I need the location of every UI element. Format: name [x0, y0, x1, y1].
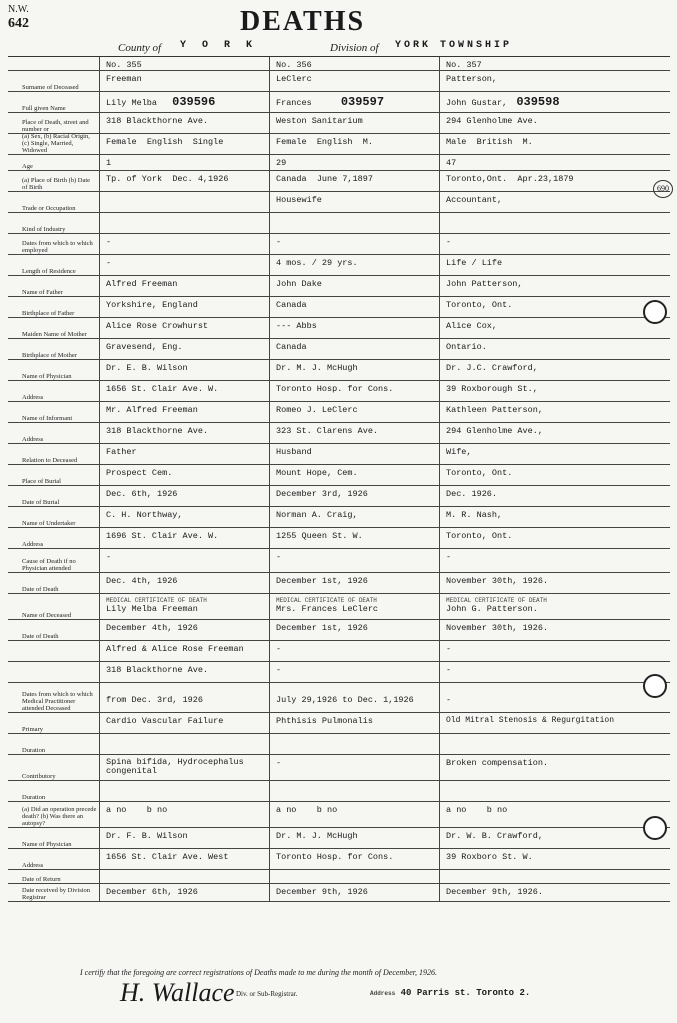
given-name-row	[8, 92, 670, 113]
field-label: Duration	[8, 781, 100, 801]
relation-row: Relation to Deceased Father Husband Wife,	[8, 444, 670, 465]
med-cert-heading: MEDICAL CERTIFICATE OF DEATH	[276, 597, 377, 604]
county-value: Y O R K	[180, 40, 258, 51]
field-label: Surname of Deceased	[8, 71, 100, 91]
birth-value: Tp. of York Dec. 4,1926	[100, 171, 270, 191]
mother-row: Maiden Name of Mother Alice Rose Crowhurst --- Abbs Alice Cox,	[8, 318, 670, 339]
field-label: Name of Deceased	[8, 594, 100, 619]
contributory-row: Contributory Spina bifida, Hydrocephalus congenital - Broken compensation.	[8, 755, 670, 781]
sex-row	[8, 134, 670, 155]
med-date-row: Date of Death December 4th, 1926 December 1st, 1926 November 30th, 1926.	[8, 620, 670, 641]
birth-value: Canada June 7,1897	[270, 171, 440, 191]
field-label: Relation to Deceased	[8, 444, 100, 464]
field-label: Primary	[8, 713, 100, 733]
place-value: 318 Blackthorne Ave.	[100, 113, 270, 133]
registration-number: 039596	[172, 95, 216, 109]
field-label: Address	[8, 381, 100, 401]
certification-text: I certify that the foregoing are correct registrations of Deaths made to me during the month of December, 1926.	[80, 968, 437, 977]
age-value: 1	[100, 155, 270, 170]
med-name-row: Name of Deceased MEDICAL CERTIFICATE OF DEATH Lily Melba Freeman MEDICAL CERTIFICATE OF DEATH Mrs. Frances LeClerc MEDICAL CERTIFICATE OF DEATH John G. Patterson.	[8, 594, 670, 620]
field-label: Name of Physician	[8, 828, 100, 848]
birth-value: Toronto,Ont. Apr.23,1879	[446, 174, 574, 184]
attended-row: Dates from which to which Medical Practitioner attended Deceased from Dec. 3rd, 1926 July 29,1926 to Dec. 1,1926 -	[8, 683, 670, 713]
volume-label: N.W.	[8, 4, 29, 15]
field-label: Name of Informant	[8, 402, 100, 422]
field-label: (a) Did an operation precede death? (b) Was there an autopsy?	[8, 802, 100, 827]
duration-row	[8, 734, 670, 755]
extra-row-1: Alfred & Alice Rose Freeman - -	[8, 641, 670, 662]
field-label: Birthplace of Mother	[8, 339, 100, 359]
place-value: 294 Glenholme Ave.	[446, 116, 538, 126]
birth-row	[8, 171, 670, 192]
age-row	[8, 155, 670, 171]
duration-row-2	[8, 781, 670, 802]
record-no-2: No. 356	[270, 57, 440, 70]
occupation-row	[8, 192, 670, 213]
register-grid	[8, 56, 670, 902]
binder-hole	[643, 674, 667, 698]
extra-row-2: 318 Blackthorne Ave. - -	[8, 662, 670, 683]
residence-row: Length of Residence - 4 mos. / 29 yrs. Life / Life	[8, 255, 670, 276]
surname-value: LeClerc	[270, 71, 440, 91]
date-return-row: Date of Return	[8, 870, 670, 884]
place-row	[8, 113, 670, 134]
field-label: Place of Burial	[8, 465, 100, 485]
record-number-row	[8, 57, 670, 71]
age-value: 47	[446, 158, 457, 168]
registration-number: 039598	[516, 95, 560, 109]
given-name-value: John Gustar, 039598	[446, 95, 560, 109]
burial-date-row: Date of Burial Dec. 6th, 1926 December 3rd, 1926 Dec. 1926.	[8, 486, 670, 507]
field-label: Address	[8, 849, 100, 869]
given-name-value: Frances 039597	[270, 92, 440, 112]
field-label: Address	[8, 423, 100, 443]
field-label: (a) Sex, (b) Racial Origin, (c) Single, Married, Widowed	[8, 134, 100, 154]
record-no-1: No. 355	[100, 57, 270, 70]
physician-row: Name of Physician Dr. E. B. Wilson Dr. M. J. McHugh Dr. J.C. Crawford,	[8, 360, 670, 381]
surname-value: Patterson,	[446, 74, 498, 84]
father-birth-row: Birthplace of Father Yorkshire, England Canada Toronto, Ont.	[8, 297, 670, 318]
mother-birth-row: Birthplace of Mother Gravesend, Eng. Canada Ontario.	[8, 339, 670, 360]
signature-caption: Div. or Sub-Registrar.	[236, 990, 298, 998]
field-label: Kind of Industry	[8, 213, 100, 233]
sex-value: Female English M.	[270, 134, 440, 154]
binder-hole	[643, 300, 667, 324]
operation-row: (a) Did an operation precede death? (b) Was there an autopsy? a no b no a no b no a no b no	[8, 802, 670, 828]
field-label: (a) Place of Birth (b) Date of Birth	[8, 171, 100, 191]
med-cert-heading: MEDICAL CERTIFICATE OF DEATH	[446, 597, 547, 604]
primary-cause-row: Primary Cardio Vascular Failure Phthisis Pulmonalis Old Mitral Stenosis & Regurgitation	[8, 713, 670, 734]
received-row: Date received by Division Registrar December 6th, 1926 December 9th, 1926 December 9th, 1926.	[8, 884, 670, 902]
registrar-address: Address 40 Parris st. Toronto 2.	[370, 988, 531, 998]
county-label: County of	[118, 42, 162, 54]
field-label: Duration	[8, 734, 100, 754]
field-label: Contributory	[8, 755, 100, 780]
med-cert-heading: MEDICAL CERTIFICATE OF DEATH	[106, 597, 207, 604]
registration-number: 039597	[340, 95, 385, 109]
division-label: Division of	[330, 42, 379, 54]
occupation-value	[100, 192, 270, 212]
undertaker-row: Name of Undertaker C. H. Northway, Norman A. Craig, M. R. Nash,	[8, 507, 670, 528]
surname-value: Freeman	[100, 71, 270, 91]
binder-hole	[643, 816, 667, 840]
cause-no-physician-row: Cause of Death if no Physician attended - - -	[8, 549, 670, 573]
industry-row	[8, 213, 670, 234]
field-label: Date of Burial	[8, 486, 100, 506]
dates-employed-row: Dates from which to which employed - - -	[8, 234, 670, 255]
register-stamp: 690	[653, 180, 673, 198]
field-label: Cause of Death if no Physician attended	[8, 549, 100, 572]
field-label: Age	[8, 155, 100, 170]
field-label: Full given Name	[8, 92, 100, 112]
place-value: Weston Sanitarium	[270, 113, 440, 133]
death-date-row: Date of Death Dec. 4th, 1926 December 1st, 1926 November 30th, 1926.	[8, 573, 670, 594]
field-label: Name of Father	[8, 276, 100, 296]
field-label: Dates from which to which Medical Practitioner attended Deceased	[8, 683, 100, 712]
field-label: Maiden Name of Mother	[8, 318, 100, 338]
father-row: Name of Father Alfred Freeman John Dake John Patterson,	[8, 276, 670, 297]
field-label: Date received by Division Registrar	[8, 884, 100, 901]
sex-value: Female English Single	[100, 134, 270, 154]
field-label: Place of Death, street and number or	[8, 113, 100, 133]
field-label: Dates from which to which employed	[8, 234, 100, 254]
physician2-address-row: Address 1656 St. Clair Ave. West Toronto Hosp. for Cons. 39 Roxboro St. W.	[8, 849, 670, 870]
field-label: Address	[8, 528, 100, 548]
occupation-value: Accountant,	[446, 195, 503, 205]
sex-value: Male British M.	[446, 137, 533, 147]
field-label: Name of Physician	[8, 360, 100, 380]
field-label: Date of Death	[8, 573, 100, 593]
field-label: Birthplace of Father	[8, 297, 100, 317]
physician2-row: Name of Physician Dr. F. B. Wilson Dr. M. J. McHugh Dr. W. B. Crawford,	[8, 828, 670, 849]
occupation-value: Housewife	[270, 192, 440, 212]
registrar-signature: H. Wallace	[120, 978, 235, 1007]
physician-address-row: Address 1656 St. Clair Ave. W. Toronto Hosp. for Cons. 39 Roxborough St.,	[8, 381, 670, 402]
page-number: 642	[8, 16, 29, 31]
burial-place-row: Place of Burial Prospect Cem. Mount Hope, Cem. Toronto, Ont.	[8, 465, 670, 486]
informant-row: Name of Informant Mr. Alfred Freeman Romeo J. LeClerc Kathleen Patterson,	[8, 402, 670, 423]
record-no-3: No. 357	[446, 60, 482, 70]
field-label: Length of Residence	[8, 255, 100, 275]
field-label: Date of Death	[8, 620, 100, 640]
informant-address-row: Address 318 Blackthorne Ave. 323 St. Clarens Ave. 294 Glenholme Ave.,	[8, 423, 670, 444]
given-name-value: Lily Melba 039596	[100, 92, 270, 112]
division-value: YORK TOWNSHIP	[395, 40, 513, 51]
undertaker-address-row: Address 1696 St. Clair Ave. W. 1255 Queen St. W. Toronto, Ont.	[8, 528, 670, 549]
age-value: 29	[270, 155, 440, 170]
field-label: Trade or Occupation	[8, 192, 100, 212]
surname-row	[8, 71, 670, 92]
field-label: Name of Undertaker	[8, 507, 100, 527]
page-title: DEATHS	[240, 6, 366, 37]
